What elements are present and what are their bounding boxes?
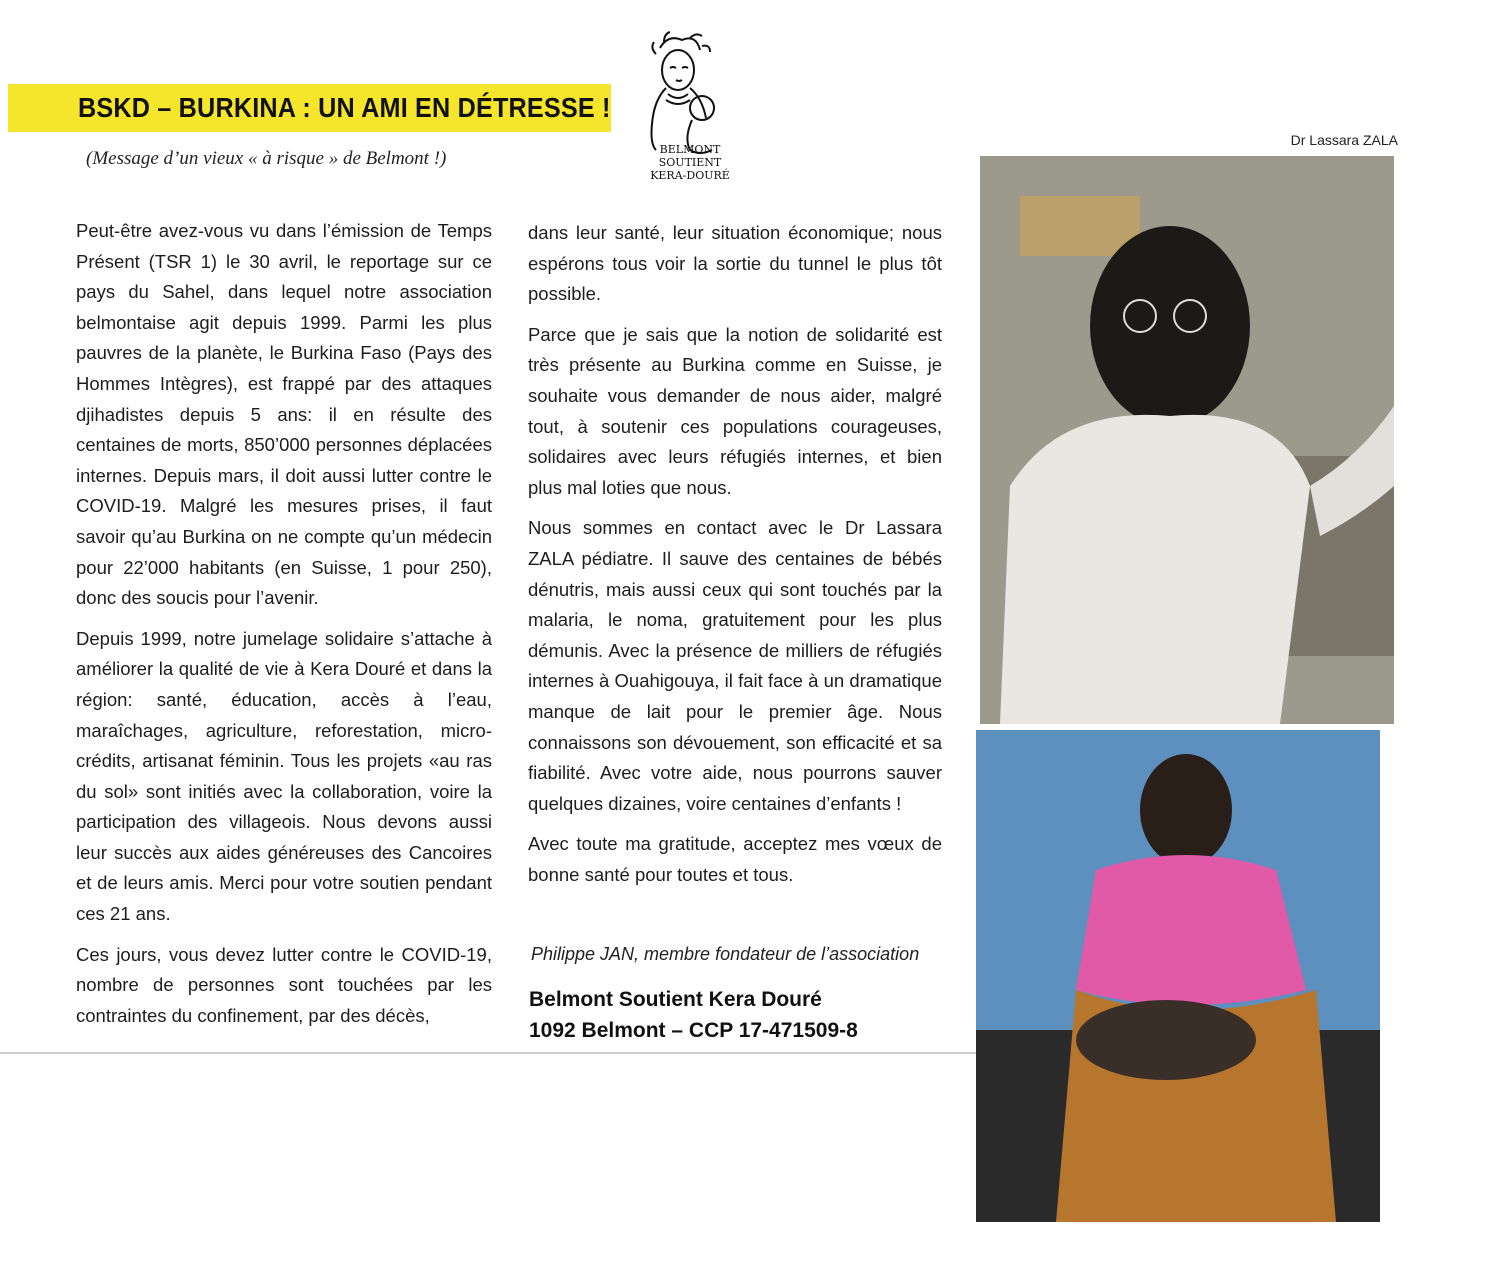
paragraph: Parce que je sais que la notion de solidarité est très présente au Burkina comme en Suisse, je souhaite vous demander de nous aider, malgré tout, à soutenir ces populations courageuses, solidaires avec leurs réfugiés internes, et bien plus mal loties que nous.: [528, 323, 942, 498]
doctor-photo: [980, 156, 1394, 724]
organization-block: [529, 984, 949, 1046]
page-divider: [0, 1052, 976, 1054]
paragraph: Peut-être avez-vous vu dans l’émission de Temps Présent (TSR 1) le 30 avril, le reportage sur ce pays du Sahel, dans lequel notre association belmontaise agit depuis 1999. Parmi les plus pauvres de la planète, le Burkina Faso (Pays des Hommes Intègres), est frappé par des attaques djihadistes depuis 5 ans: il en résulte des centaines de morts, 850’000 personnes déplacées internes. Depuis mars, il doit aussi lutter contre le COVID-19. Malgré les mesures prises, il faut savoir qu’au Burkina on ne compte qu’un médecin pour 22’000 habitants (en Suisse, 1 pour 250), donc des soucis pour l’avenir.: [76, 220, 492, 609]
article-column-1: [76, 216, 492, 1041]
doctor-photo-illustration: [980, 156, 1394, 724]
logo-line-1: BELMONT: [659, 143, 721, 156]
organization-name: Belmont Soutient Kera Douré: [529, 988, 822, 1011]
logo-line-2: SOUTIENT: [658, 156, 722, 169]
paragraph: Ces jours, vous devez lutter contre le COVID-19, nombre de personnes sont touchées par les contraintes du confinement, par des décès,: [76, 943, 492, 1026]
paragraph: Avec toute ma gratitude, acceptez mes vœux de bonne santé pour toutes et tous.: [528, 833, 942, 885]
mother-child-photo: [976, 730, 1380, 1222]
paragraph: Nous sommes en contact avec le Dr Lassara ZALA pédiatre. Il sauve des centaines de bébés dénutris, mais aussi ceux qui sont touchés par la malaria, le noma, gratuitement pour les plus démunis. Avec la présence de milliers de réfugiés internes à Ouahigouya, il fait face à un dramatique manque de lait pour le premier âge. Nous connaissons son dévouement, son efficacité et sa fiabilité. Avec votre aide, nous pourrons sauver quelques dizaines, voire centaines d’enfants !: [528, 517, 942, 814]
photo-caption: Dr Lassara ZALA: [1290, 132, 1398, 148]
article-column-2: [528, 218, 942, 900]
author-signature: Philippe JAN, membre fondateur de l’association: [531, 944, 920, 964]
mother-child-illustration: [976, 730, 1380, 1222]
page-title: BSKD – BURKINA : UN AMI EN DÉTRESSE !: [78, 92, 611, 123]
organization-address: 1092 Belmont – CCP 17-471509-8: [529, 1019, 858, 1042]
paragraph: Depuis 1999, notre jumelage solidaire s’attache à améliorer la qualité de vie à Kera Douré et dans la région: santé, éducation, accès à l’eau, maraîchages, agriculture, reforestation, micro-crédits, artisanat féminin. Tous les projets «au ras du sol» sont initiés avec la collaboration, voire la participation des villageois. Nous devons aussi leur succès aux aides généreuses des Cancoires et de leurs amis. Merci pour votre soutien pendant ces 21 ans.: [76, 627, 492, 925]
subtitle: (Message d’un vieux « à risque » de Belmont !): [86, 148, 447, 169]
logo-caption: [640, 143, 740, 182]
paragraph: dans leur santé, leur situation économique; nous espérons tous voir la sortie du tunnel le plus tôt possible.: [528, 222, 942, 305]
logo-line-3: KERA-DOURÉ: [650, 169, 730, 182]
